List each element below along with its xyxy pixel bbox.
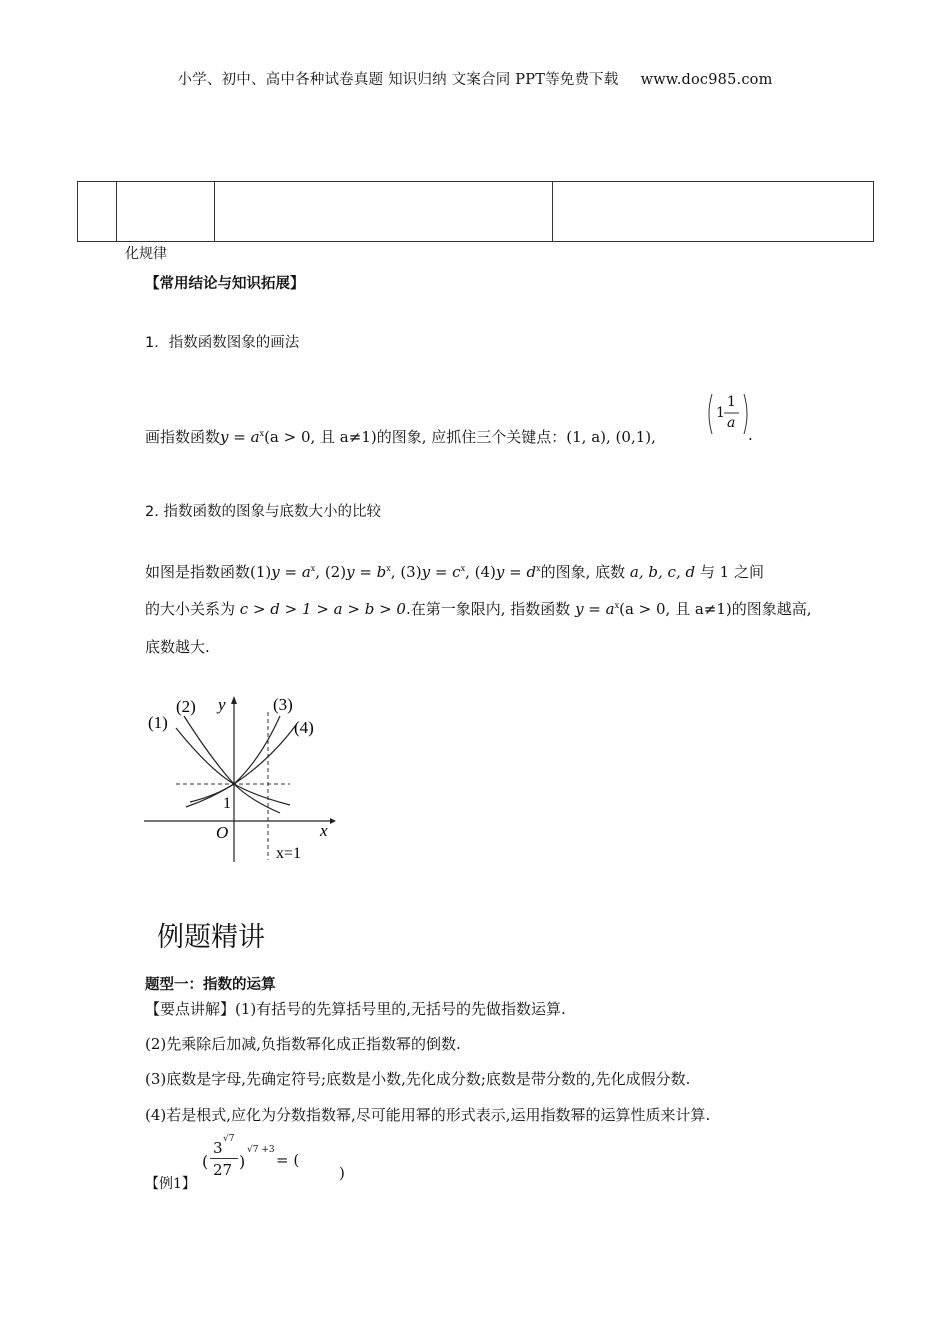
table-fragment xyxy=(77,181,874,242)
exponential-graph xyxy=(140,690,340,870)
header-text: 小学、初中、高中各种试卷真题 知识归纳 文案合同 PPT等免费下载 xyxy=(177,72,619,88)
example-heading: 例题精讲 xyxy=(157,922,265,953)
origin-label: O xyxy=(216,823,229,842)
page-header xyxy=(0,68,950,89)
curve-label-1: (1) xyxy=(148,713,168,732)
one-label: 1 xyxy=(223,795,231,812)
header-url[interactable]: www.doc985.com xyxy=(640,72,773,88)
section-title: 【常用结论与知识拓展】 xyxy=(145,276,305,292)
point-line: (2)先乘除后加减,负指数幂化成正指数幂的倒数. xyxy=(145,1035,461,1053)
x-axis-label: x xyxy=(320,821,328,840)
example1-label: 【例1】 xyxy=(145,1176,196,1192)
curve-label-4: (4) xyxy=(294,718,314,737)
x-axis-arrow xyxy=(330,818,336,824)
curve-label-3: (3) xyxy=(273,695,293,714)
point-line: (3)底数是字母,先确定符号;底数是小数,先化成分数;底数是带分数的,先化成假分数. xyxy=(145,1070,691,1088)
type1-title: 题型一：指数的运算 xyxy=(145,977,276,993)
item2-title: 2. 指数函数的图象与底数大小的比较 xyxy=(145,504,381,520)
point-line: (4)若是根式,应化为分数指数幂,尽可能用幂的形式表示,运用指数幂的运算性质来计算. xyxy=(145,1106,711,1124)
example1-expression: ( 3 √7 27 ) √7 +3 = ( ) xyxy=(202,1134,345,1182)
x-equals-1-label: x=1 xyxy=(276,845,302,862)
curve-2 xyxy=(184,716,280,813)
y-axis-arrow xyxy=(231,696,237,704)
curve-4 xyxy=(186,725,296,807)
item2-line1: 如图是指数函数$(1)y = a^x$, $(2)y = b^x$, $(3)y = c^x$, $(4)y = d^x$的图象, 底数 a, b, c, d 与 1 之间 xyxy=(145,563,764,581)
key-point-fraction: 1 1 a xyxy=(706,392,750,436)
item2-line3: 底数越大. xyxy=(145,638,210,656)
table-cell xyxy=(78,182,117,242)
y-axis-label: y xyxy=(218,695,226,714)
table-cell xyxy=(553,182,874,242)
curve-1 xyxy=(176,728,290,805)
curve-label-2: (2) xyxy=(176,697,196,716)
item1-text: 画指数函数$y = a^x(a > 0$, 且 a≠1)的图象, 应抓住三个关键点：(1, a), (0,1), xyxy=(145,428,656,446)
item2-line2: 的大小关系为 c > d > 1 > a > b > 0.在第一象限内, 指数函数 $y = a^x(a > 0$, 且 a≠1)的图象越高, xyxy=(145,600,812,618)
point-line: 【要点讲解】(1)有括号的先算括号里的,无括号的先做指数运算. xyxy=(145,1000,566,1018)
table-cell xyxy=(215,182,553,242)
item1-title: 1．指数函数图象的画法 xyxy=(145,335,300,351)
table-tail-text: 化规律 xyxy=(125,246,167,262)
table-cell xyxy=(117,182,215,242)
